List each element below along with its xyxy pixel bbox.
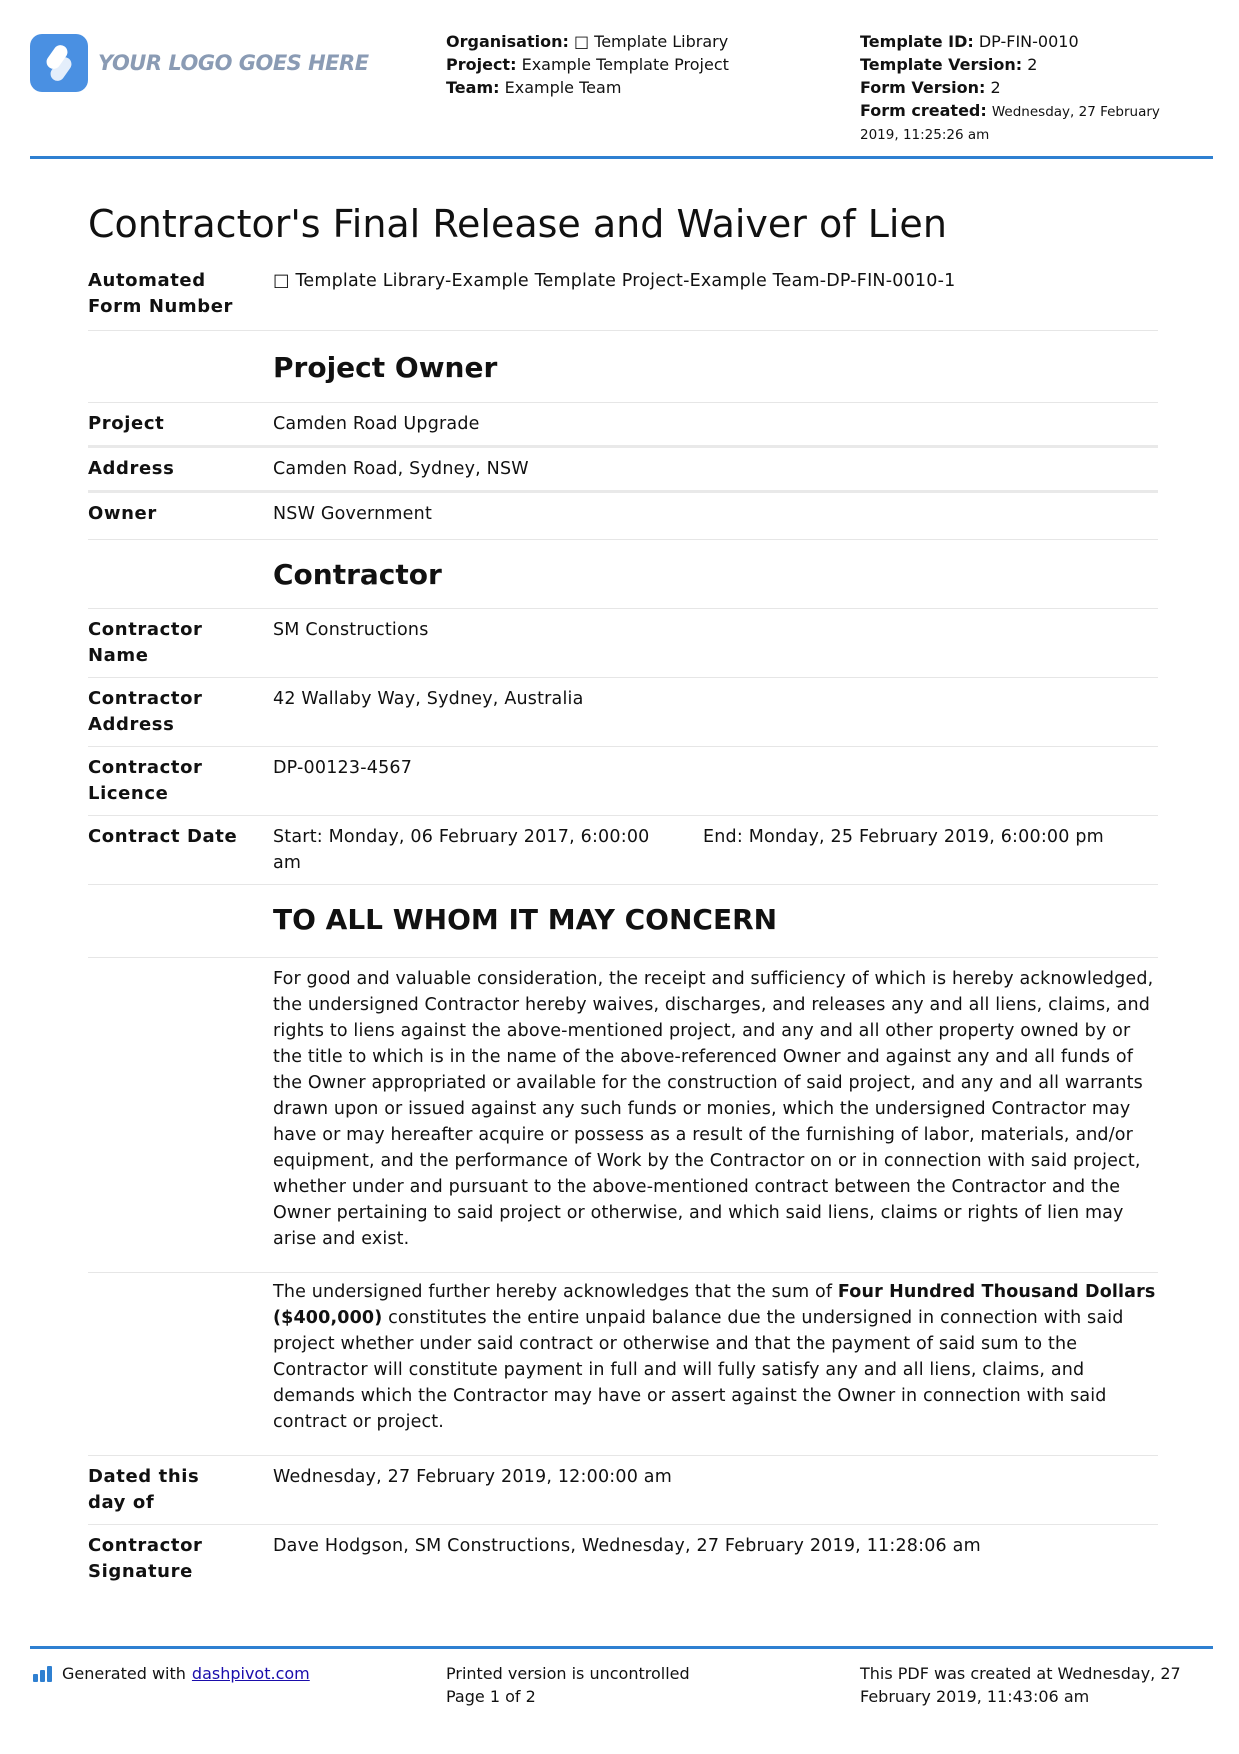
heading-spacer — [88, 351, 273, 385]
logo-icon — [30, 34, 88, 92]
contractor-address-label: Contractor Address — [88, 688, 203, 735]
payment-paragraph-row — [88, 1273, 1158, 1456]
footer-divider — [30, 1646, 1213, 1649]
waiver-paragraph-row — [88, 958, 1158, 1273]
template-version-value: 2 — [1027, 55, 1038, 74]
heading-spacer — [88, 903, 273, 937]
form-version-label: Form Version: — [860, 78, 986, 97]
contractor-address-row — [88, 678, 1158, 747]
owner-label: Owner — [88, 503, 157, 524]
contract-date-label: Contract Date — [88, 826, 238, 847]
form-created-label: Form created: — [860, 101, 987, 120]
document-header — [0, 0, 1239, 160]
dated-value: Wednesday, 27 February 2019, 12:00:00 am — [273, 1467, 672, 1487]
project-value: Camden Road Upgrade — [273, 414, 480, 434]
dashpivot-link[interactable]: dashpivot.com — [191, 1664, 310, 1683]
contract-dates — [273, 824, 1158, 876]
uncontrolled-notice: Printed version is uncontrolled — [446, 1664, 690, 1683]
template-version-label: Template Version: — [860, 55, 1023, 74]
contractor-licence-row — [88, 747, 1158, 816]
page-number: Page 1 of 2 — [446, 1687, 536, 1706]
print-notice — [446, 1662, 690, 1708]
page-title: Contractor's Final Release and Waiver of Lien — [88, 202, 947, 246]
heading-spacer — [88, 558, 273, 592]
contractor-name-label: Contractor Name — [88, 619, 203, 666]
logo-text: YOUR LOGO GOES HERE — [98, 51, 369, 75]
organisation-value: □ Template Library — [573, 32, 729, 51]
owner-row — [88, 493, 1158, 540]
company-logo — [30, 34, 369, 92]
organisation-label: Organisation: — [446, 32, 569, 51]
signature-value: Dave Hodgson, SM Constructions, Wednesday, 27 February 2019, 11:28:06 am — [273, 1536, 981, 1556]
template-id-label: Template ID: — [860, 32, 974, 51]
contractor-name-row — [88, 609, 1158, 678]
project-owner-heading-row — [88, 331, 1158, 403]
generated-with — [32, 1662, 310, 1685]
project-label: Project — [88, 413, 165, 434]
contract-start-date: Start: Monday, 06 February 2017, 6:00:00 am — [273, 827, 650, 873]
payment-amount: Four Hundred Thousand Dollars ($400,000) — [273, 1282, 1156, 1328]
contractor-address-value: 42 Wallaby Way, Sydney, Australia — [273, 689, 584, 709]
project-value: Example Template Project — [521, 55, 729, 74]
waiver-paragraph: For good and valuable consideration, the receipt and sufficiency of which is hereby acknowledged, the undersigned Contractor hereby waives, discharges, and releases any and all liens, claims, and rights to liens against the above-mentioned project, and any and all other property owned by or the title to which is in the name of the above-referenced Owner and against any and all funds of the Owner appropriated or available for the construction of said project, and any and all warrants drawn upon or issued against any such funds or monies, which the undersigned Contractor may have or may hereafter acquire or possess as a result of the furnishing of labor, materials, and/or equipment, and the performance of Work by the Contractor on or in connection with said project, whether under and pursuant to the above-mentioned contract between the Contractor and the Owner pertaining to said project or otherwise, and which said liens, claims or rights of lien may arise and exist. — [273, 969, 1154, 1249]
contractor-licence-label: Contractor Licence — [88, 757, 203, 804]
bar-chart-icon — [32, 1665, 54, 1683]
concern-heading-row — [88, 885, 1158, 958]
generated-text: Generated with — [62, 1664, 186, 1683]
automated-form-number-row — [88, 268, 1158, 331]
owner-value: NSW Government — [273, 504, 433, 524]
address-label: Address — [88, 458, 175, 479]
pdf-created: This PDF was created at Wednesday, 27 February 2019, 11:43:06 am — [860, 1664, 1181, 1706]
form-created-value: Wednesday, 27 February — [991, 104, 1160, 120]
automated-form-number-value: □ Template Library-Example Template Project-Example Team-DP-FIN-0010-1 — [273, 271, 956, 291]
form-version-value: 2 — [990, 78, 1001, 97]
project-label: Project: — [446, 55, 517, 74]
form-body — [88, 268, 1158, 1589]
team-value: Example Team — [504, 78, 622, 97]
contractor-name-value: SM Constructions — [273, 620, 429, 640]
contractor-licence-value: DP-00123-4567 — [273, 758, 413, 778]
signature-row — [88, 1525, 1158, 1589]
project-owner-heading: Project Owner — [273, 351, 498, 384]
contractor-heading-row — [88, 540, 1158, 609]
paragraph-spacer — [88, 1279, 273, 1435]
address-row — [88, 448, 1158, 493]
concern-heading: TO ALL WHOM IT MAY CONCERN — [273, 903, 778, 936]
address-value: Camden Road, Sydney, NSW — [273, 459, 529, 479]
contractor-heading: Contractor — [273, 558, 442, 591]
organisation-meta — [446, 30, 729, 99]
dated-row — [88, 1456, 1158, 1525]
payment-paragraph — [273, 1279, 1158, 1435]
dated-label: Dated this day of — [88, 1466, 200, 1513]
automated-form-number-label: Automated Form Number — [88, 270, 234, 317]
project-row — [88, 403, 1158, 448]
paragraph-spacer — [88, 966, 273, 1252]
payment-text-post: constitutes the entire unpaid balance due the undersigned in connection with said project whether under said contract or otherwise and that the payment of said sum to the Contractor will constitute payment in full and will fully satisfy any and all liens, claims, and demands which the Contractor may have or assert against the Owner in connection with said contract or project. — [273, 1308, 1124, 1432]
payment-text-pre: The undersigned further hereby acknowledges that the sum of — [273, 1282, 838, 1302]
template-meta — [860, 30, 1160, 147]
signature-label: Contractor Signature — [88, 1535, 203, 1582]
contract-date-row — [88, 816, 1158, 885]
form-created-value-cont: 2019, 11:25:26 am — [860, 127, 990, 143]
team-label: Team: — [446, 78, 500, 97]
header-divider — [30, 156, 1213, 159]
template-id-value: DP-FIN-0010 — [978, 32, 1079, 51]
contract-end-date: End: Monday, 25 February 2019, 6:00:00 pm — [703, 827, 1104, 847]
